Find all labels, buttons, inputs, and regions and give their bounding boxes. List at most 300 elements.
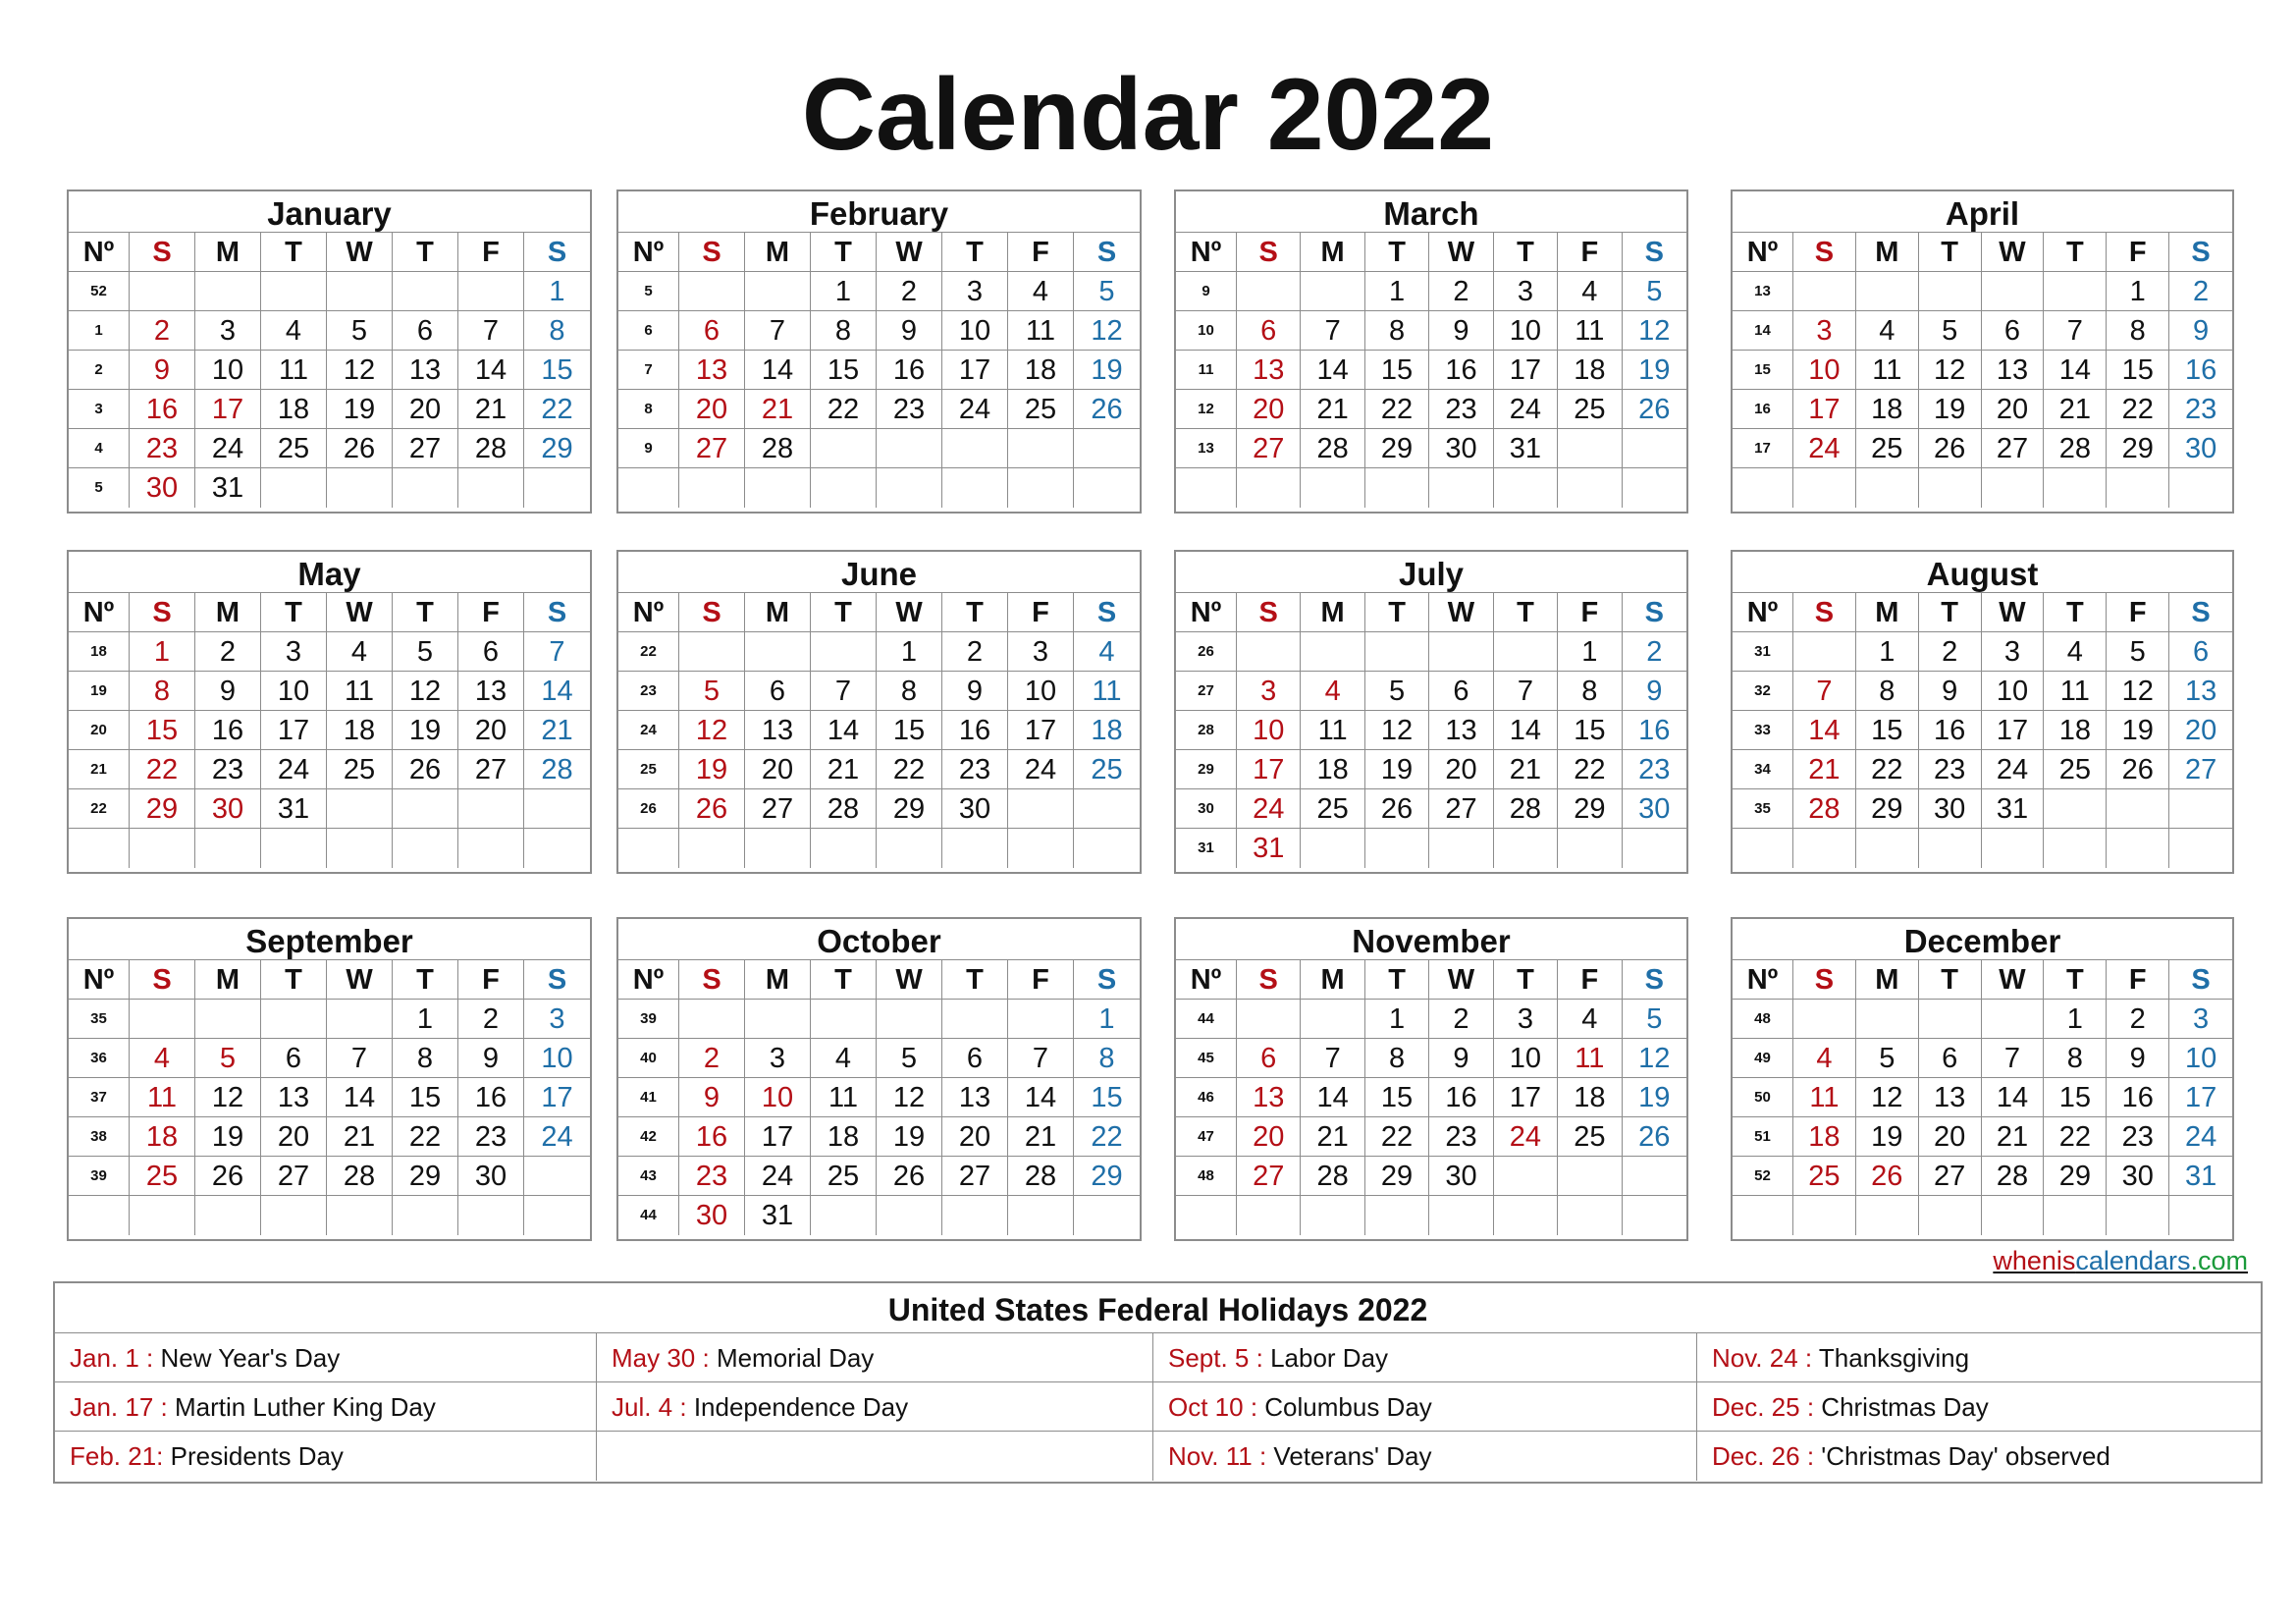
day-cell: 3 bbox=[524, 1000, 590, 1039]
day-cell bbox=[1856, 1196, 1919, 1235]
day-cell bbox=[811, 1000, 877, 1039]
day-cell: 7 bbox=[458, 311, 524, 351]
day-cell: 20 bbox=[1982, 390, 2045, 429]
month-name: March bbox=[1176, 191, 1686, 233]
weekday-header: T bbox=[1919, 593, 1982, 632]
day-cell bbox=[130, 272, 195, 311]
week-number-header: Nº bbox=[69, 233, 130, 272]
day-cell: 7 bbox=[1982, 1039, 2045, 1078]
weekday-header: T bbox=[261, 593, 327, 632]
day-cell: 13 bbox=[2169, 672, 2232, 711]
month-january bbox=[67, 189, 592, 514]
day-cell: 28 bbox=[1301, 1157, 1364, 1196]
week-number-header: Nº bbox=[1733, 233, 1793, 272]
day-cell: 19 bbox=[1856, 1117, 1919, 1157]
day-cell: 11 bbox=[261, 351, 327, 390]
week-number: 7 bbox=[618, 351, 679, 390]
day-cell: 2 bbox=[1623, 632, 1686, 672]
day-cell: 6 bbox=[2169, 632, 2232, 672]
day-cell: 17 bbox=[1008, 711, 1074, 750]
holiday-entry bbox=[1697, 1333, 2261, 1382]
weekday-header: T bbox=[811, 960, 877, 1000]
month-november bbox=[1174, 917, 1688, 1241]
day-cell bbox=[2107, 789, 2169, 829]
day-cell: 31 bbox=[1237, 829, 1301, 868]
week-number: 51 bbox=[1733, 1117, 1793, 1157]
week-number: 13 bbox=[1733, 272, 1793, 311]
week-number-header: Nº bbox=[618, 233, 679, 272]
month-grid bbox=[618, 960, 1140, 1235]
day-cell: 23 bbox=[130, 429, 195, 468]
day-cell: 25 bbox=[811, 1157, 877, 1196]
day-cell bbox=[1237, 1196, 1301, 1235]
day-cell bbox=[1008, 789, 1074, 829]
day-cell: 18 bbox=[1301, 750, 1364, 789]
holiday-entry bbox=[597, 1382, 1153, 1432]
month-grid bbox=[1176, 233, 1686, 508]
day-cell bbox=[130, 1000, 195, 1039]
weekday-header: W bbox=[1982, 233, 2045, 272]
week-number: 38 bbox=[69, 1117, 130, 1157]
day-cell: 9 bbox=[1919, 672, 1982, 711]
day-cell: 28 bbox=[327, 1157, 393, 1196]
day-cell bbox=[393, 272, 458, 311]
website-credit-link[interactable] bbox=[1973, 1242, 2248, 1279]
day-cell bbox=[745, 468, 811, 508]
day-cell bbox=[679, 632, 745, 672]
week-number: 49 bbox=[1733, 1039, 1793, 1078]
day-cell: 6 bbox=[1982, 311, 2045, 351]
day-cell bbox=[1856, 1000, 1919, 1039]
day-cell: 6 bbox=[1237, 311, 1301, 351]
day-cell bbox=[1301, 632, 1364, 672]
week-number: 44 bbox=[618, 1196, 679, 1235]
day-cell: 29 bbox=[130, 789, 195, 829]
day-cell bbox=[811, 829, 877, 868]
day-cell: 23 bbox=[458, 1117, 524, 1157]
month-grid bbox=[1733, 593, 2232, 868]
day-cell bbox=[327, 789, 393, 829]
day-cell: 12 bbox=[327, 351, 393, 390]
day-cell: 7 bbox=[1494, 672, 1558, 711]
holiday-date: Nov. 11 : bbox=[1168, 1441, 1267, 1471]
weekday-header: M bbox=[1856, 960, 1919, 1000]
day-cell: 28 bbox=[811, 789, 877, 829]
day-cell bbox=[1301, 272, 1364, 311]
weekday-header: S bbox=[1623, 593, 1686, 632]
day-cell: 20 bbox=[745, 750, 811, 789]
day-cell: 24 bbox=[1793, 429, 1856, 468]
day-cell bbox=[1237, 468, 1301, 508]
day-cell: 22 bbox=[1558, 750, 1622, 789]
weekday-header: M bbox=[745, 233, 811, 272]
day-cell: 11 bbox=[130, 1078, 195, 1117]
day-cell: 12 bbox=[393, 672, 458, 711]
day-cell: 15 bbox=[1558, 711, 1622, 750]
day-cell: 7 bbox=[811, 672, 877, 711]
day-cell: 14 bbox=[524, 672, 590, 711]
day-cell: 10 bbox=[195, 351, 261, 390]
day-cell: 28 bbox=[1301, 429, 1364, 468]
day-cell: 28 bbox=[1494, 789, 1558, 829]
week-number: 30 bbox=[1176, 789, 1237, 829]
week-number: 1 bbox=[69, 311, 130, 351]
day-cell bbox=[679, 468, 745, 508]
day-cell: 9 bbox=[1623, 672, 1686, 711]
day-cell: 24 bbox=[524, 1117, 590, 1157]
week-number: 27 bbox=[1176, 672, 1237, 711]
day-cell: 14 bbox=[745, 351, 811, 390]
day-cell bbox=[1623, 829, 1686, 868]
day-cell: 16 bbox=[458, 1078, 524, 1117]
day-cell bbox=[1982, 829, 2045, 868]
day-cell: 25 bbox=[1301, 789, 1364, 829]
day-cell bbox=[393, 789, 458, 829]
day-cell: 29 bbox=[1365, 429, 1429, 468]
day-cell: 17 bbox=[195, 390, 261, 429]
day-cell: 7 bbox=[327, 1039, 393, 1078]
day-cell: 14 bbox=[1494, 711, 1558, 750]
month-grid bbox=[1733, 233, 2232, 508]
day-cell bbox=[1793, 272, 1856, 311]
day-cell: 16 bbox=[1429, 351, 1493, 390]
day-cell: 26 bbox=[1074, 390, 1140, 429]
day-cell: 24 bbox=[1494, 1117, 1558, 1157]
weekday-header: M bbox=[195, 233, 261, 272]
day-cell: 22 bbox=[2044, 1117, 2107, 1157]
day-cell: 7 bbox=[1301, 1039, 1364, 1078]
day-cell bbox=[1494, 829, 1558, 868]
month-december bbox=[1731, 917, 2234, 1241]
day-cell bbox=[1919, 829, 1982, 868]
holiday-name: Independence Day bbox=[686, 1392, 909, 1422]
holiday-name: Memorial Day bbox=[709, 1343, 875, 1373]
week-number: 22 bbox=[618, 632, 679, 672]
day-cell: 27 bbox=[261, 1157, 327, 1196]
weekday-header: S bbox=[2169, 960, 2232, 1000]
day-cell: 2 bbox=[679, 1039, 745, 1078]
day-cell: 29 bbox=[1074, 1157, 1140, 1196]
day-cell: 10 bbox=[745, 1078, 811, 1117]
day-cell: 16 bbox=[1623, 711, 1686, 750]
day-cell bbox=[679, 829, 745, 868]
day-cell: 9 bbox=[130, 351, 195, 390]
day-cell bbox=[1301, 1000, 1364, 1039]
week-number: 17 bbox=[1733, 429, 1793, 468]
weekday-header: S bbox=[1237, 960, 1301, 1000]
day-cell: 10 bbox=[1237, 711, 1301, 750]
week-number: 41 bbox=[618, 1078, 679, 1117]
month-june bbox=[616, 550, 1142, 874]
day-cell: 16 bbox=[1919, 711, 1982, 750]
day-cell: 2 bbox=[1429, 272, 1493, 311]
day-cell: 17 bbox=[745, 1117, 811, 1157]
week-number bbox=[1176, 1196, 1237, 1235]
day-cell: 1 bbox=[393, 1000, 458, 1039]
day-cell: 24 bbox=[1982, 750, 2045, 789]
holiday-name: Presidents Day bbox=[163, 1441, 344, 1471]
day-cell: 23 bbox=[1919, 750, 1982, 789]
day-cell: 3 bbox=[1494, 1000, 1558, 1039]
day-cell bbox=[877, 1000, 942, 1039]
day-cell: 25 bbox=[261, 429, 327, 468]
day-cell: 21 bbox=[1008, 1117, 1074, 1157]
day-cell: 25 bbox=[327, 750, 393, 789]
weekday-header: S bbox=[524, 233, 590, 272]
day-cell: 3 bbox=[2169, 1000, 2232, 1039]
week-number: 13 bbox=[1176, 429, 1237, 468]
weekday-header: M bbox=[745, 593, 811, 632]
day-cell: 10 bbox=[1982, 672, 2045, 711]
week-number-header: Nº bbox=[1176, 960, 1237, 1000]
day-cell: 24 bbox=[1008, 750, 1074, 789]
day-cell: 3 bbox=[1494, 272, 1558, 311]
day-cell: 6 bbox=[1919, 1039, 1982, 1078]
day-cell: 18 bbox=[811, 1117, 877, 1157]
day-cell bbox=[1919, 468, 1982, 508]
day-cell: 4 bbox=[1558, 1000, 1622, 1039]
day-cell: 2 bbox=[1429, 1000, 1493, 1039]
day-cell: 1 bbox=[1558, 632, 1622, 672]
day-cell: 1 bbox=[1074, 1000, 1140, 1039]
day-cell: 9 bbox=[679, 1078, 745, 1117]
week-number-header: Nº bbox=[69, 593, 130, 632]
day-cell: 2 bbox=[458, 1000, 524, 1039]
day-cell: 4 bbox=[2044, 632, 2107, 672]
day-cell: 26 bbox=[195, 1157, 261, 1196]
day-cell: 13 bbox=[679, 351, 745, 390]
day-cell: 21 bbox=[1301, 1117, 1364, 1157]
day-cell: 25 bbox=[1558, 1117, 1622, 1157]
day-cell: 27 bbox=[1919, 1157, 1982, 1196]
day-cell: 14 bbox=[1982, 1078, 2045, 1117]
day-cell: 26 bbox=[877, 1157, 942, 1196]
day-cell bbox=[745, 1000, 811, 1039]
day-cell bbox=[261, 1196, 327, 1235]
day-cell: 3 bbox=[1982, 632, 2045, 672]
day-cell: 12 bbox=[1856, 1078, 1919, 1117]
day-cell: 27 bbox=[393, 429, 458, 468]
day-cell bbox=[1074, 829, 1140, 868]
day-cell bbox=[1558, 1157, 1622, 1196]
day-cell: 30 bbox=[458, 1157, 524, 1196]
day-cell bbox=[877, 1196, 942, 1235]
day-cell: 22 bbox=[1856, 750, 1919, 789]
day-cell bbox=[745, 272, 811, 311]
day-cell: 7 bbox=[1008, 1039, 1074, 1078]
day-cell: 24 bbox=[1494, 390, 1558, 429]
day-cell: 11 bbox=[1793, 1078, 1856, 1117]
day-cell: 4 bbox=[327, 632, 393, 672]
day-cell bbox=[261, 829, 327, 868]
month-name: November bbox=[1176, 919, 1686, 960]
day-cell: 25 bbox=[2044, 750, 2107, 789]
day-cell bbox=[2169, 829, 2232, 868]
week-number: 23 bbox=[618, 672, 679, 711]
day-cell: 14 bbox=[811, 711, 877, 750]
weekday-header: T bbox=[393, 593, 458, 632]
federal-holidays-table bbox=[53, 1281, 2263, 1484]
month-grid bbox=[69, 233, 590, 508]
month-grid bbox=[1176, 960, 1686, 1235]
day-cell bbox=[942, 1196, 1008, 1235]
weekday-header: M bbox=[745, 960, 811, 1000]
day-cell: 2 bbox=[2107, 1000, 2169, 1039]
day-cell: 15 bbox=[811, 351, 877, 390]
day-cell: 18 bbox=[327, 711, 393, 750]
day-cell: 13 bbox=[458, 672, 524, 711]
day-cell bbox=[1365, 468, 1429, 508]
day-cell bbox=[1856, 468, 1919, 508]
day-cell bbox=[1793, 1196, 1856, 1235]
day-cell: 29 bbox=[393, 1157, 458, 1196]
day-cell: 23 bbox=[1429, 390, 1493, 429]
day-cell bbox=[327, 829, 393, 868]
day-cell: 13 bbox=[745, 711, 811, 750]
day-cell: 15 bbox=[1856, 711, 1919, 750]
day-cell: 3 bbox=[195, 311, 261, 351]
day-cell: 15 bbox=[1074, 1078, 1140, 1117]
weekday-header: S bbox=[1074, 960, 1140, 1000]
day-cell: 10 bbox=[1008, 672, 1074, 711]
week-number: 11 bbox=[1176, 351, 1237, 390]
day-cell: 23 bbox=[1429, 1117, 1493, 1157]
day-cell: 29 bbox=[1856, 789, 1919, 829]
day-cell: 3 bbox=[1793, 311, 1856, 351]
day-cell bbox=[393, 468, 458, 508]
weekday-header: T bbox=[942, 593, 1008, 632]
day-cell: 5 bbox=[195, 1039, 261, 1078]
month-name: April bbox=[1733, 191, 2232, 233]
day-cell: 31 bbox=[1494, 429, 1558, 468]
day-cell: 29 bbox=[524, 429, 590, 468]
day-cell: 21 bbox=[2044, 390, 2107, 429]
day-cell: 13 bbox=[1982, 351, 2045, 390]
week-number: 29 bbox=[1176, 750, 1237, 789]
day-cell bbox=[1237, 632, 1301, 672]
day-cell: 11 bbox=[2044, 672, 2107, 711]
day-cell: 22 bbox=[130, 750, 195, 789]
month-name: September bbox=[69, 919, 590, 960]
day-cell: 19 bbox=[877, 1117, 942, 1157]
week-number: 42 bbox=[618, 1117, 679, 1157]
day-cell: 18 bbox=[1074, 711, 1140, 750]
month-february bbox=[616, 189, 1142, 514]
weekday-header: F bbox=[1008, 960, 1074, 1000]
day-cell: 17 bbox=[261, 711, 327, 750]
day-cell bbox=[1429, 829, 1493, 868]
day-cell: 4 bbox=[1793, 1039, 1856, 1078]
week-number-header: Nº bbox=[1733, 960, 1793, 1000]
day-cell: 13 bbox=[942, 1078, 1008, 1117]
holiday-date: Nov. 24 : bbox=[1712, 1343, 1813, 1373]
day-cell: 24 bbox=[195, 429, 261, 468]
day-cell: 5 bbox=[2107, 632, 2169, 672]
day-cell: 11 bbox=[1558, 311, 1622, 351]
day-cell bbox=[1008, 468, 1074, 508]
day-cell: 15 bbox=[393, 1078, 458, 1117]
day-cell: 21 bbox=[1301, 390, 1364, 429]
day-cell: 21 bbox=[524, 711, 590, 750]
day-cell: 19 bbox=[2107, 711, 2169, 750]
weekday-header: T bbox=[1494, 233, 1558, 272]
day-cell: 15 bbox=[2044, 1078, 2107, 1117]
day-cell: 11 bbox=[1074, 672, 1140, 711]
day-cell bbox=[1558, 829, 1622, 868]
weekday-header: T bbox=[2044, 960, 2107, 1000]
weekday-header: F bbox=[1558, 960, 1622, 1000]
weekday-header: S bbox=[679, 233, 745, 272]
day-cell: 17 bbox=[1237, 750, 1301, 789]
day-cell: 8 bbox=[1558, 672, 1622, 711]
day-cell: 5 bbox=[1074, 272, 1140, 311]
day-cell: 25 bbox=[1558, 390, 1622, 429]
day-cell: 22 bbox=[811, 390, 877, 429]
day-cell bbox=[458, 1196, 524, 1235]
day-cell: 10 bbox=[1494, 1039, 1558, 1078]
holiday-entry bbox=[1697, 1432, 2261, 1481]
day-cell: 15 bbox=[877, 711, 942, 750]
day-cell: 10 bbox=[524, 1039, 590, 1078]
day-cell: 6 bbox=[261, 1039, 327, 1078]
day-cell: 29 bbox=[2107, 429, 2169, 468]
day-cell: 16 bbox=[2169, 351, 2232, 390]
day-cell: 9 bbox=[1429, 1039, 1493, 1078]
day-cell bbox=[458, 468, 524, 508]
week-number: 44 bbox=[1176, 1000, 1237, 1039]
weekday-header: M bbox=[195, 960, 261, 1000]
day-cell bbox=[1793, 1000, 1856, 1039]
day-cell bbox=[1793, 632, 1856, 672]
week-number: 39 bbox=[618, 1000, 679, 1039]
weekday-header: T bbox=[1365, 960, 1429, 1000]
day-cell: 26 bbox=[2107, 750, 2169, 789]
weekday-header: F bbox=[458, 233, 524, 272]
month-grid bbox=[618, 593, 1140, 868]
holiday-entry bbox=[1697, 1382, 2261, 1432]
holiday-entry bbox=[55, 1382, 597, 1432]
day-cell: 27 bbox=[1237, 429, 1301, 468]
holiday-name: Thanksgiving bbox=[1812, 1343, 1970, 1373]
holiday-name: Christmas Day bbox=[1814, 1392, 1989, 1422]
day-cell: 25 bbox=[1793, 1157, 1856, 1196]
day-cell: 11 bbox=[811, 1078, 877, 1117]
weekday-header: S bbox=[1793, 960, 1856, 1000]
month-grid bbox=[69, 960, 590, 1235]
weekday-header: F bbox=[1008, 233, 1074, 272]
weekday-header: F bbox=[1008, 593, 1074, 632]
day-cell: 7 bbox=[2044, 311, 2107, 351]
day-cell bbox=[1919, 1000, 1982, 1039]
week-number bbox=[1733, 468, 1793, 508]
day-cell: 20 bbox=[458, 711, 524, 750]
day-cell: 10 bbox=[1494, 311, 1558, 351]
week-number: 48 bbox=[1176, 1157, 1237, 1196]
day-cell: 25 bbox=[130, 1157, 195, 1196]
week-number: 2 bbox=[69, 351, 130, 390]
week-number: 26 bbox=[618, 789, 679, 829]
day-cell bbox=[261, 272, 327, 311]
day-cell: 24 bbox=[2169, 1117, 2232, 1157]
week-number bbox=[69, 1196, 130, 1235]
day-cell bbox=[2107, 1196, 2169, 1235]
day-cell: 6 bbox=[745, 672, 811, 711]
week-number-header: Nº bbox=[618, 960, 679, 1000]
week-number: 21 bbox=[69, 750, 130, 789]
day-cell bbox=[2107, 829, 2169, 868]
day-cell: 28 bbox=[2044, 429, 2107, 468]
credit-part-3: .com bbox=[2190, 1246, 2248, 1275]
